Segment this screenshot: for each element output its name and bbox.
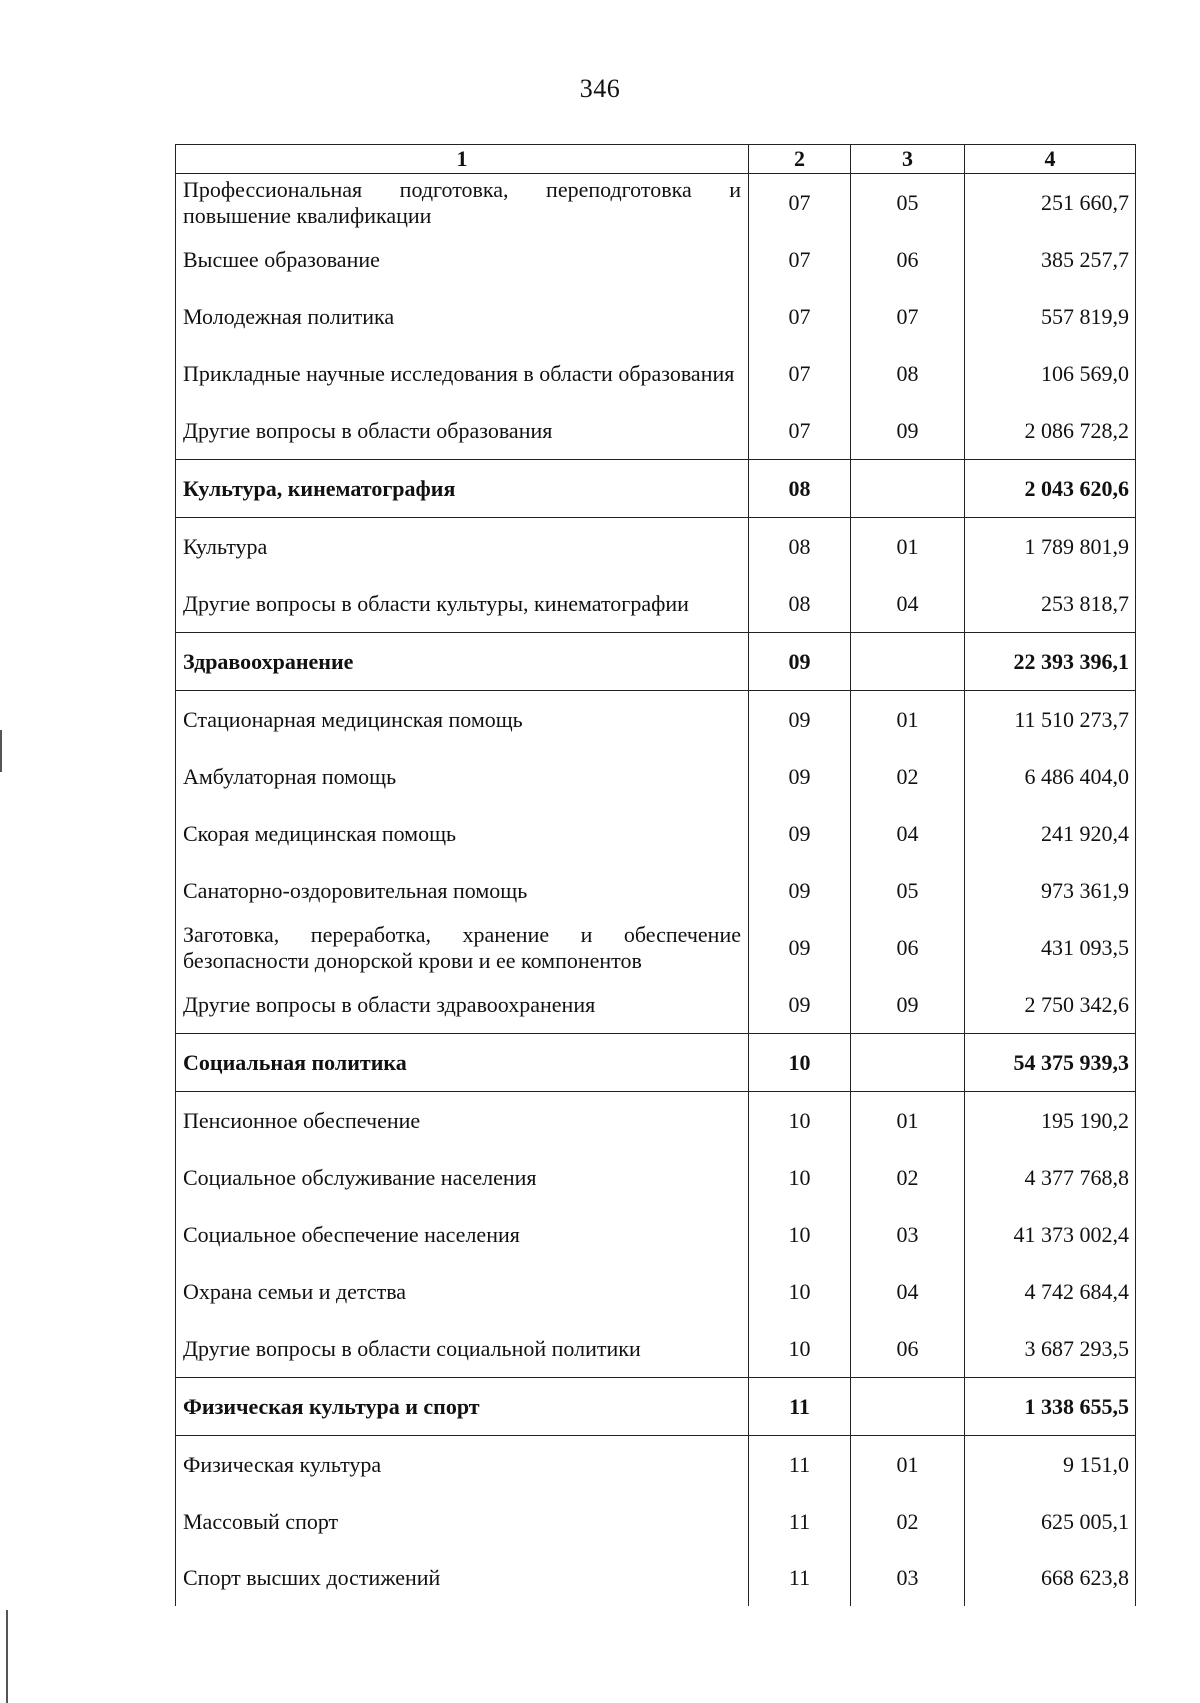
table-body (176, 174, 1136, 1607)
table-row (176, 1320, 1136, 1378)
row-name: Стационарная медицинская помощь (176, 691, 749, 749)
row-subsection-code (851, 460, 965, 518)
row-section-code: 10 (749, 1034, 851, 1092)
row-name: Другие вопросы в области культуры, кинематографии (176, 575, 749, 633)
row-section-code: 10 (749, 1206, 851, 1263)
row-subsection-code: 09 (851, 976, 965, 1034)
page-number: 346 (579, 74, 621, 103)
row-subsection-code: 07 (851, 288, 965, 345)
row-amount: 557 819,9 (965, 288, 1136, 345)
row-name: Молодежная политика (176, 288, 749, 345)
row-subsection-code: 03 (851, 1206, 965, 1263)
section-row (176, 1034, 1136, 1092)
row-amount: 1 338 655,5 (965, 1378, 1136, 1436)
row-section-code: 09 (749, 976, 851, 1034)
table-row (176, 1550, 1136, 1606)
table-row (176, 1493, 1136, 1550)
row-subsection-code: 01 (851, 1436, 965, 1494)
row-name: Другие вопросы в области социальной политики (176, 1320, 749, 1378)
row-amount: 973 361,9 (965, 862, 1136, 919)
row-amount: 106 569,0 (965, 345, 1136, 402)
row-name: Высшее образование (176, 231, 749, 288)
table-row (176, 862, 1136, 919)
section-row (176, 460, 1136, 518)
table-row (176, 174, 1136, 232)
row-section-code: 09 (749, 862, 851, 919)
row-section-code: 09 (749, 691, 851, 749)
scan-edge-mark-left (0, 730, 2, 772)
row-subsection-code (851, 1034, 965, 1092)
row-subsection-code: 04 (851, 575, 965, 633)
table-row (176, 402, 1136, 460)
row-amount: 11 510 273,7 (965, 691, 1136, 749)
row-name: Физическая культура (176, 1436, 749, 1494)
row-subsection-code: 04 (851, 805, 965, 862)
row-name: Скорая медицинская помощь (176, 805, 749, 862)
row-subsection-code (851, 1378, 965, 1436)
row-subsection-code: 02 (851, 748, 965, 805)
row-subsection-code: 08 (851, 345, 965, 402)
row-section-code: 08 (749, 575, 851, 633)
row-name: Физическая культура и спорт (176, 1378, 749, 1436)
row-name: Прикладные научные исследования в области образования (176, 345, 749, 402)
row-section-code: 10 (749, 1263, 851, 1320)
row-section-code: 11 (749, 1550, 851, 1606)
row-amount: 1 789 801,9 (965, 518, 1136, 576)
row-subsection-code: 06 (851, 231, 965, 288)
row-amount: 54 375 939,3 (965, 1034, 1136, 1092)
row-section-code: 11 (749, 1378, 851, 1436)
row-amount: 4 377 768,8 (965, 1149, 1136, 1206)
row-subsection-code: 05 (851, 862, 965, 919)
row-section-code: 07 (749, 174, 851, 232)
row-section-code: 10 (749, 1092, 851, 1150)
budget-table (175, 144, 1136, 1606)
table-row (176, 1206, 1136, 1263)
row-subsection-code: 06 (851, 919, 965, 976)
row-subsection-code: 03 (851, 1550, 965, 1606)
row-amount: 625 005,1 (965, 1493, 1136, 1550)
row-name: Здравоохранение (176, 633, 749, 691)
table-row (176, 1436, 1136, 1494)
row-amount: 22 393 396,1 (965, 633, 1136, 691)
row-amount: 2 750 342,6 (965, 976, 1136, 1034)
row-name: Спорт высших достижений (176, 1550, 749, 1606)
table-header (176, 145, 1136, 174)
row-subsection-code: 05 (851, 174, 965, 232)
row-name: Другие вопросы в области здравоохранения (176, 976, 749, 1034)
header-col-4: 4 (965, 145, 1136, 174)
row-amount: 431 093,5 (965, 919, 1136, 976)
table-row (176, 691, 1136, 749)
row-name: Социальное обеспечение населения (176, 1206, 749, 1263)
row-amount: 3 687 293,5 (965, 1320, 1136, 1378)
row-name: Профессиональная подготовка, переподготовка и повышение квалификации (176, 174, 749, 232)
row-amount: 385 257,7 (965, 231, 1136, 288)
row-subsection-code (851, 633, 965, 691)
row-section-code: 09 (749, 633, 851, 691)
table-row (176, 748, 1136, 805)
row-subsection-code: 09 (851, 402, 965, 460)
table-row (176, 575, 1136, 633)
header-col-3: 3 (851, 145, 965, 174)
row-subsection-code: 01 (851, 518, 965, 576)
row-amount: 6 486 404,0 (965, 748, 1136, 805)
row-amount: 253 818,7 (965, 575, 1136, 633)
table-row (176, 518, 1136, 576)
row-amount: 2 086 728,2 (965, 402, 1136, 460)
row-section-code: 07 (749, 402, 851, 460)
row-amount: 2 043 620,6 (965, 460, 1136, 518)
table-row (176, 919, 1136, 976)
row-section-code: 07 (749, 288, 851, 345)
row-amount: 668 623,8 (965, 1550, 1136, 1606)
row-name: Заготовка, переработка, хранение и обеспечение безопасности донорской крови и ее компонентов (176, 919, 749, 976)
row-amount: 251 660,7 (965, 174, 1136, 232)
row-name: Социальное обслуживание населения (176, 1149, 749, 1206)
table-row (176, 1149, 1136, 1206)
row-name: Культура (176, 518, 749, 576)
table-row (176, 345, 1136, 402)
row-section-code: 10 (749, 1320, 851, 1378)
row-section-code: 08 (749, 518, 851, 576)
table-row (176, 976, 1136, 1034)
row-subsection-code: 02 (851, 1493, 965, 1550)
row-amount: 41 373 002,4 (965, 1206, 1136, 1263)
row-amount: 195 190,2 (965, 1092, 1136, 1150)
scan-edge-mark-bottom (6, 1610, 8, 1703)
row-subsection-code: 04 (851, 1263, 965, 1320)
table-row (176, 288, 1136, 345)
row-section-code: 11 (749, 1493, 851, 1550)
row-section-code: 07 (749, 345, 851, 402)
row-subsection-code: 01 (851, 1092, 965, 1150)
table-row (176, 1263, 1136, 1320)
header-col-1: 1 (176, 145, 749, 174)
row-section-code: 11 (749, 1436, 851, 1494)
row-name: Охрана семьи и детства (176, 1263, 749, 1320)
row-name: Санаторно-оздоровительная помощь (176, 862, 749, 919)
row-name: Пенсионное обеспечение (176, 1092, 749, 1150)
header-row (176, 145, 1136, 174)
row-section-code: 09 (749, 805, 851, 862)
row-name: Культура, кинематография (176, 460, 749, 518)
table-row (176, 231, 1136, 288)
section-row (176, 1378, 1136, 1436)
row-name: Массовый спорт (176, 1493, 749, 1550)
row-section-code: 08 (749, 460, 851, 518)
row-name: Социальная политика (176, 1034, 749, 1092)
row-amount: 9 151,0 (965, 1436, 1136, 1494)
row-name: Амбулаторная помощь (176, 748, 749, 805)
row-subsection-code: 06 (851, 1320, 965, 1378)
table-row (176, 805, 1136, 862)
row-amount: 4 742 684,4 (965, 1263, 1136, 1320)
row-section-code: 07 (749, 231, 851, 288)
section-row (176, 633, 1136, 691)
row-name: Другие вопросы в области образования (176, 402, 749, 460)
row-section-code: 09 (749, 919, 851, 976)
row-section-code: 09 (749, 748, 851, 805)
row-amount: 241 920,4 (965, 805, 1136, 862)
row-subsection-code: 01 (851, 691, 965, 749)
table-row (176, 1092, 1136, 1150)
header-col-2: 2 (749, 145, 851, 174)
row-section-code: 10 (749, 1149, 851, 1206)
row-subsection-code: 02 (851, 1149, 965, 1206)
